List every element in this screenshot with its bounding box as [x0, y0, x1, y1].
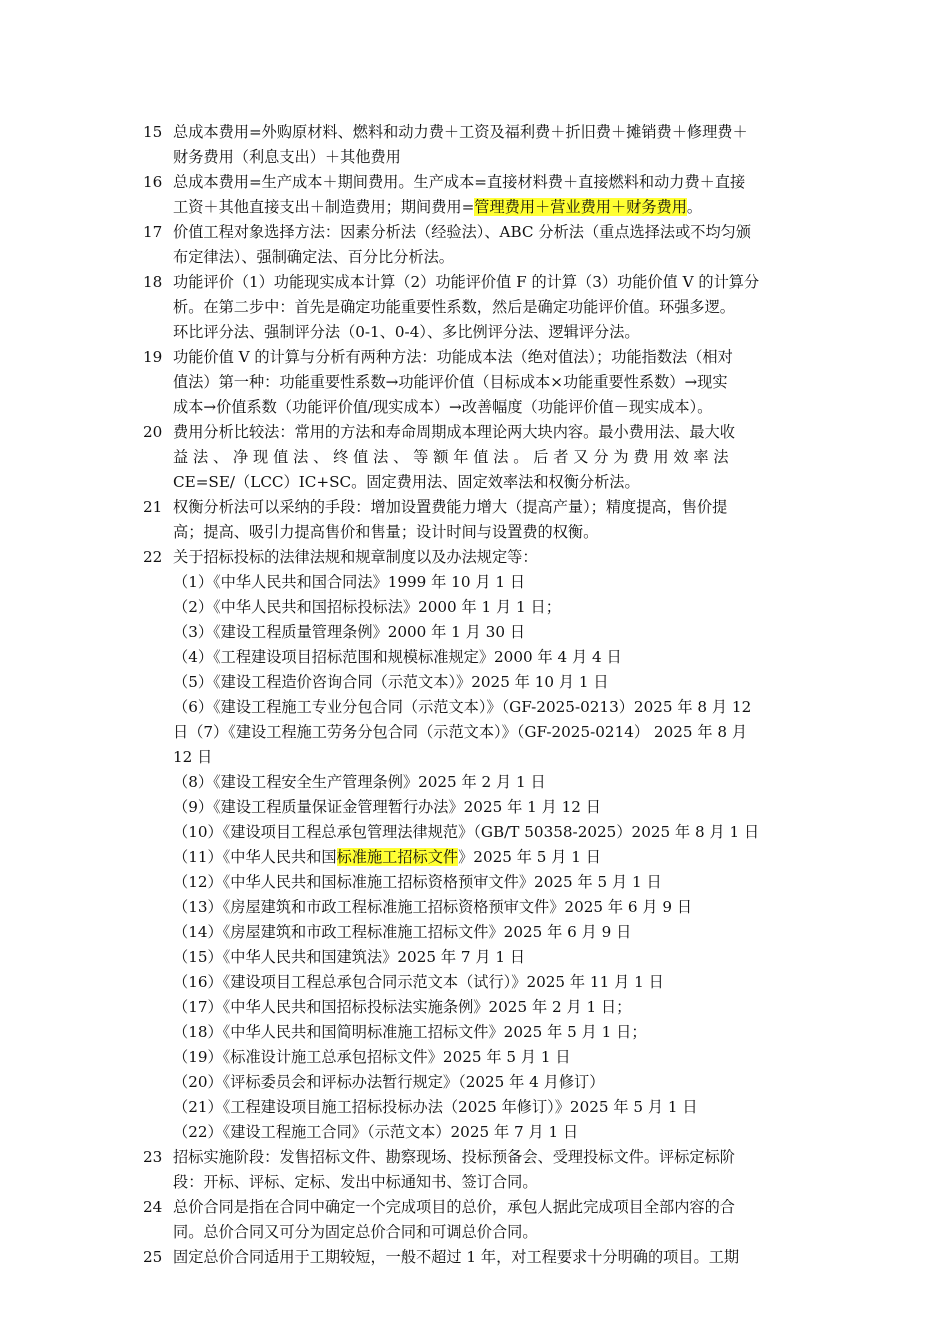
law-text: 》2025 年 5 月 1 日 — [458, 848, 601, 866]
item-text: 。 — [686, 198, 703, 216]
law-item: （14）《房屋建筑和市政工程标准施工招标文件》2025 年 6 月 9 日 — [173, 923, 632, 941]
item-text: 值法）第一种：功能重要性系数→功能评价值（目标成本×功能重要性系数）→现实 — [173, 373, 728, 391]
item-number: 17 — [143, 223, 163, 241]
law-item: （5）《建设工程造价咨询合同（示范文本）》2025 年 10 月 1 日 — [173, 673, 609, 691]
item-text: 总价合同是指在合同中确定一个完成项目的总价，承包人据此完成项目全部内容的合 — [173, 1198, 735, 1216]
law-item: （1）《中华人民共和国合同法》1999 年 10 月 1 日 — [173, 573, 526, 591]
item-text: 价值工程对象选择方法：因素分析法（经验法）、ABC 分析法（重点选择法或不均匀颁 — [173, 223, 752, 241]
law-text: （11）《中华人民共和国 — [173, 848, 337, 866]
item-text: 总成本费用=生产成本＋期间费用。生产成本=直接材料费＋直接燃料和动力费＋直接 — [173, 173, 746, 191]
item-text: 功能评价（1）功能现实成本计算（2）功能评价值 F 的计算（3）功能价值 V 的计算分 — [173, 273, 760, 291]
item-text: 益 法 、 净 现 值 法 、 终 值 法 、 等 额 年 值 法 。 后 者 又 分 为 费 用 效 率 法 — [173, 448, 729, 466]
item-text: 成本→价值系数（功能评价值/现实成本）→改善幅度（功能评价值－现实成本）。 — [173, 398, 713, 416]
item-text: 同。总价合同又可分为固定总价合同和可调总价合同。 — [173, 1223, 538, 1241]
item-text: 高；提高、吸引力提高售价和售量；设计时间与设置费的权衡。 — [173, 523, 599, 541]
item-text: 权衡分析法可以采纳的手段：增加设置费能力增大（提高产量）；精度提高，售价提 — [173, 498, 728, 516]
item-text: 总成本费用=外购原材料、燃料和动力费＋工资及福利费＋折旧费＋摊销费＋修理费＋ — [173, 123, 748, 141]
law-item: （2）《中华人民共和国招标投标法》2000 年 1 月 1 日； — [173, 598, 561, 616]
law-item: （9）《建设工程质量保证金管理暂行办法》2025 年 1 月 12 日 — [173, 798, 601, 816]
highlighted-text: 管理费用＋营业费用＋财务费用 — [474, 198, 687, 216]
law-item: （13）《房屋建筑和市政工程标准施工招标资格预审文件》2025 年 6 月 9 日 — [173, 898, 693, 916]
law-item: （21）《工程建设项目施工招标投标办法（2025 年修订）》2025 年 5 月 1 日 — [173, 1098, 698, 1116]
item-number: 25 — [143, 1248, 163, 1266]
law-item: （10）《建设项目工程总承包管理法律规范》（GB/T 50358-2025）2025 年 8 月 1 日 — [173, 823, 760, 841]
law-item: （17）《中华人民共和国招标投标法实施条例》2025 年 2 月 1 日； — [173, 998, 632, 1016]
item-number: 23 — [143, 1148, 163, 1166]
law-item: （16）《建设项目工程总承包合同示范文本（试行）》2025 年 11 月 1 日 — [173, 973, 664, 991]
law-item: （3）《建设工程质量管理条例》2000 年 1 月 30 日 — [173, 623, 526, 641]
law-item: （4）《工程建设项目招标范围和规模标准规定》2000 年 4 月 4 日 — [173, 648, 622, 666]
law-item: 日（7）《建设工程施工劳务分包合同（示范文本）》（GF-2025-0214） 2025 年 8 月 — [173, 723, 748, 741]
item-text: 固定总价合同适用于工期较短，一般不超过 1 年，对工程要求十分明确的项目。工期 — [173, 1248, 740, 1266]
item-text: CE=SE/（LCC）IC+SC。固定费用法、固定效率法和权衡分析法。 — [173, 473, 640, 491]
item-number: 19 — [143, 348, 163, 366]
item-number: 20 — [143, 423, 163, 441]
item-text: 工资＋其他直接支出＋制造费用；期间费用= — [173, 198, 475, 216]
item-number: 18 — [143, 273, 163, 291]
highlighted-text: 标准施工招标文件 — [336, 848, 459, 866]
law-item: （20）《评标委员会和评标办法暂行规定》（2025 年 4 月修订） — [173, 1073, 605, 1091]
item-text: 财务费用（利息支出）＋其他费用 — [173, 148, 401, 166]
item-text: 招标实施阶段：发售招标文件、勘察现场、投标预备会、受理投标文件。评标定标阶 — [173, 1148, 735, 1166]
item-text: 环比评分法、强制评分法（0-1、0-4）、多比例评分法、逻辑评分法。 — [173, 323, 640, 341]
law-item: （15）《中华人民共和国建筑法》2025 年 7 月 1 日 — [173, 948, 526, 966]
item-number: 22 — [143, 548, 163, 566]
item-number: 21 — [143, 498, 163, 516]
law-item: 12 日 — [173, 748, 213, 766]
item-text: 关于招标投标的法律法规和规章制度以及办法规定等： — [173, 548, 538, 566]
law-item: （19）《标准设计施工总承包招标文件》2025 年 5 月 1 日 — [173, 1048, 571, 1066]
law-item: （8）《建设工程安全生产管理条例》2025 年 2 月 1 日 — [173, 773, 546, 791]
item-number: 16 — [143, 173, 163, 191]
law-item: （6）《建设工程施工专业分包合同（示范文本）》（GF-2025-0213）2025 年 8 月 12 — [173, 698, 752, 716]
law-item: （12）《中华人民共和国标准施工招标资格预审文件》2025 年 5 月 1 日 — [173, 873, 662, 891]
law-item: （18）《中华人民共和国简明标准施工招标文件》2025 年 5 月 1 日； — [173, 1023, 647, 1041]
item-number: 24 — [143, 1198, 163, 1216]
law-item: （22）《建设工程施工合同》（示范文本）2025 年 7 月 1 日 — [173, 1123, 579, 1141]
item-text: 段：开标、评标、定标、发出中标通知书、签订合同。 — [173, 1173, 538, 1191]
item-text: 费用分析比较法：常用的方法和寿命周期成本理论两大块内容。最小费用法、最大收 — [173, 423, 735, 441]
item-text: 布定律法）、强制确定法、百分比分析法。 — [173, 248, 454, 266]
law-item — [173, 845, 813, 870]
item-number: 15 — [143, 123, 163, 141]
item-text: 析。在第二步中：首先是确定功能重要性系数，然后是确定功能评价值。环强多逻。 — [173, 298, 735, 316]
item-text: 功能价值 V 的计算与分析有两种方法：功能成本法（绝对值法）；功能指数法（相对 — [173, 348, 733, 366]
